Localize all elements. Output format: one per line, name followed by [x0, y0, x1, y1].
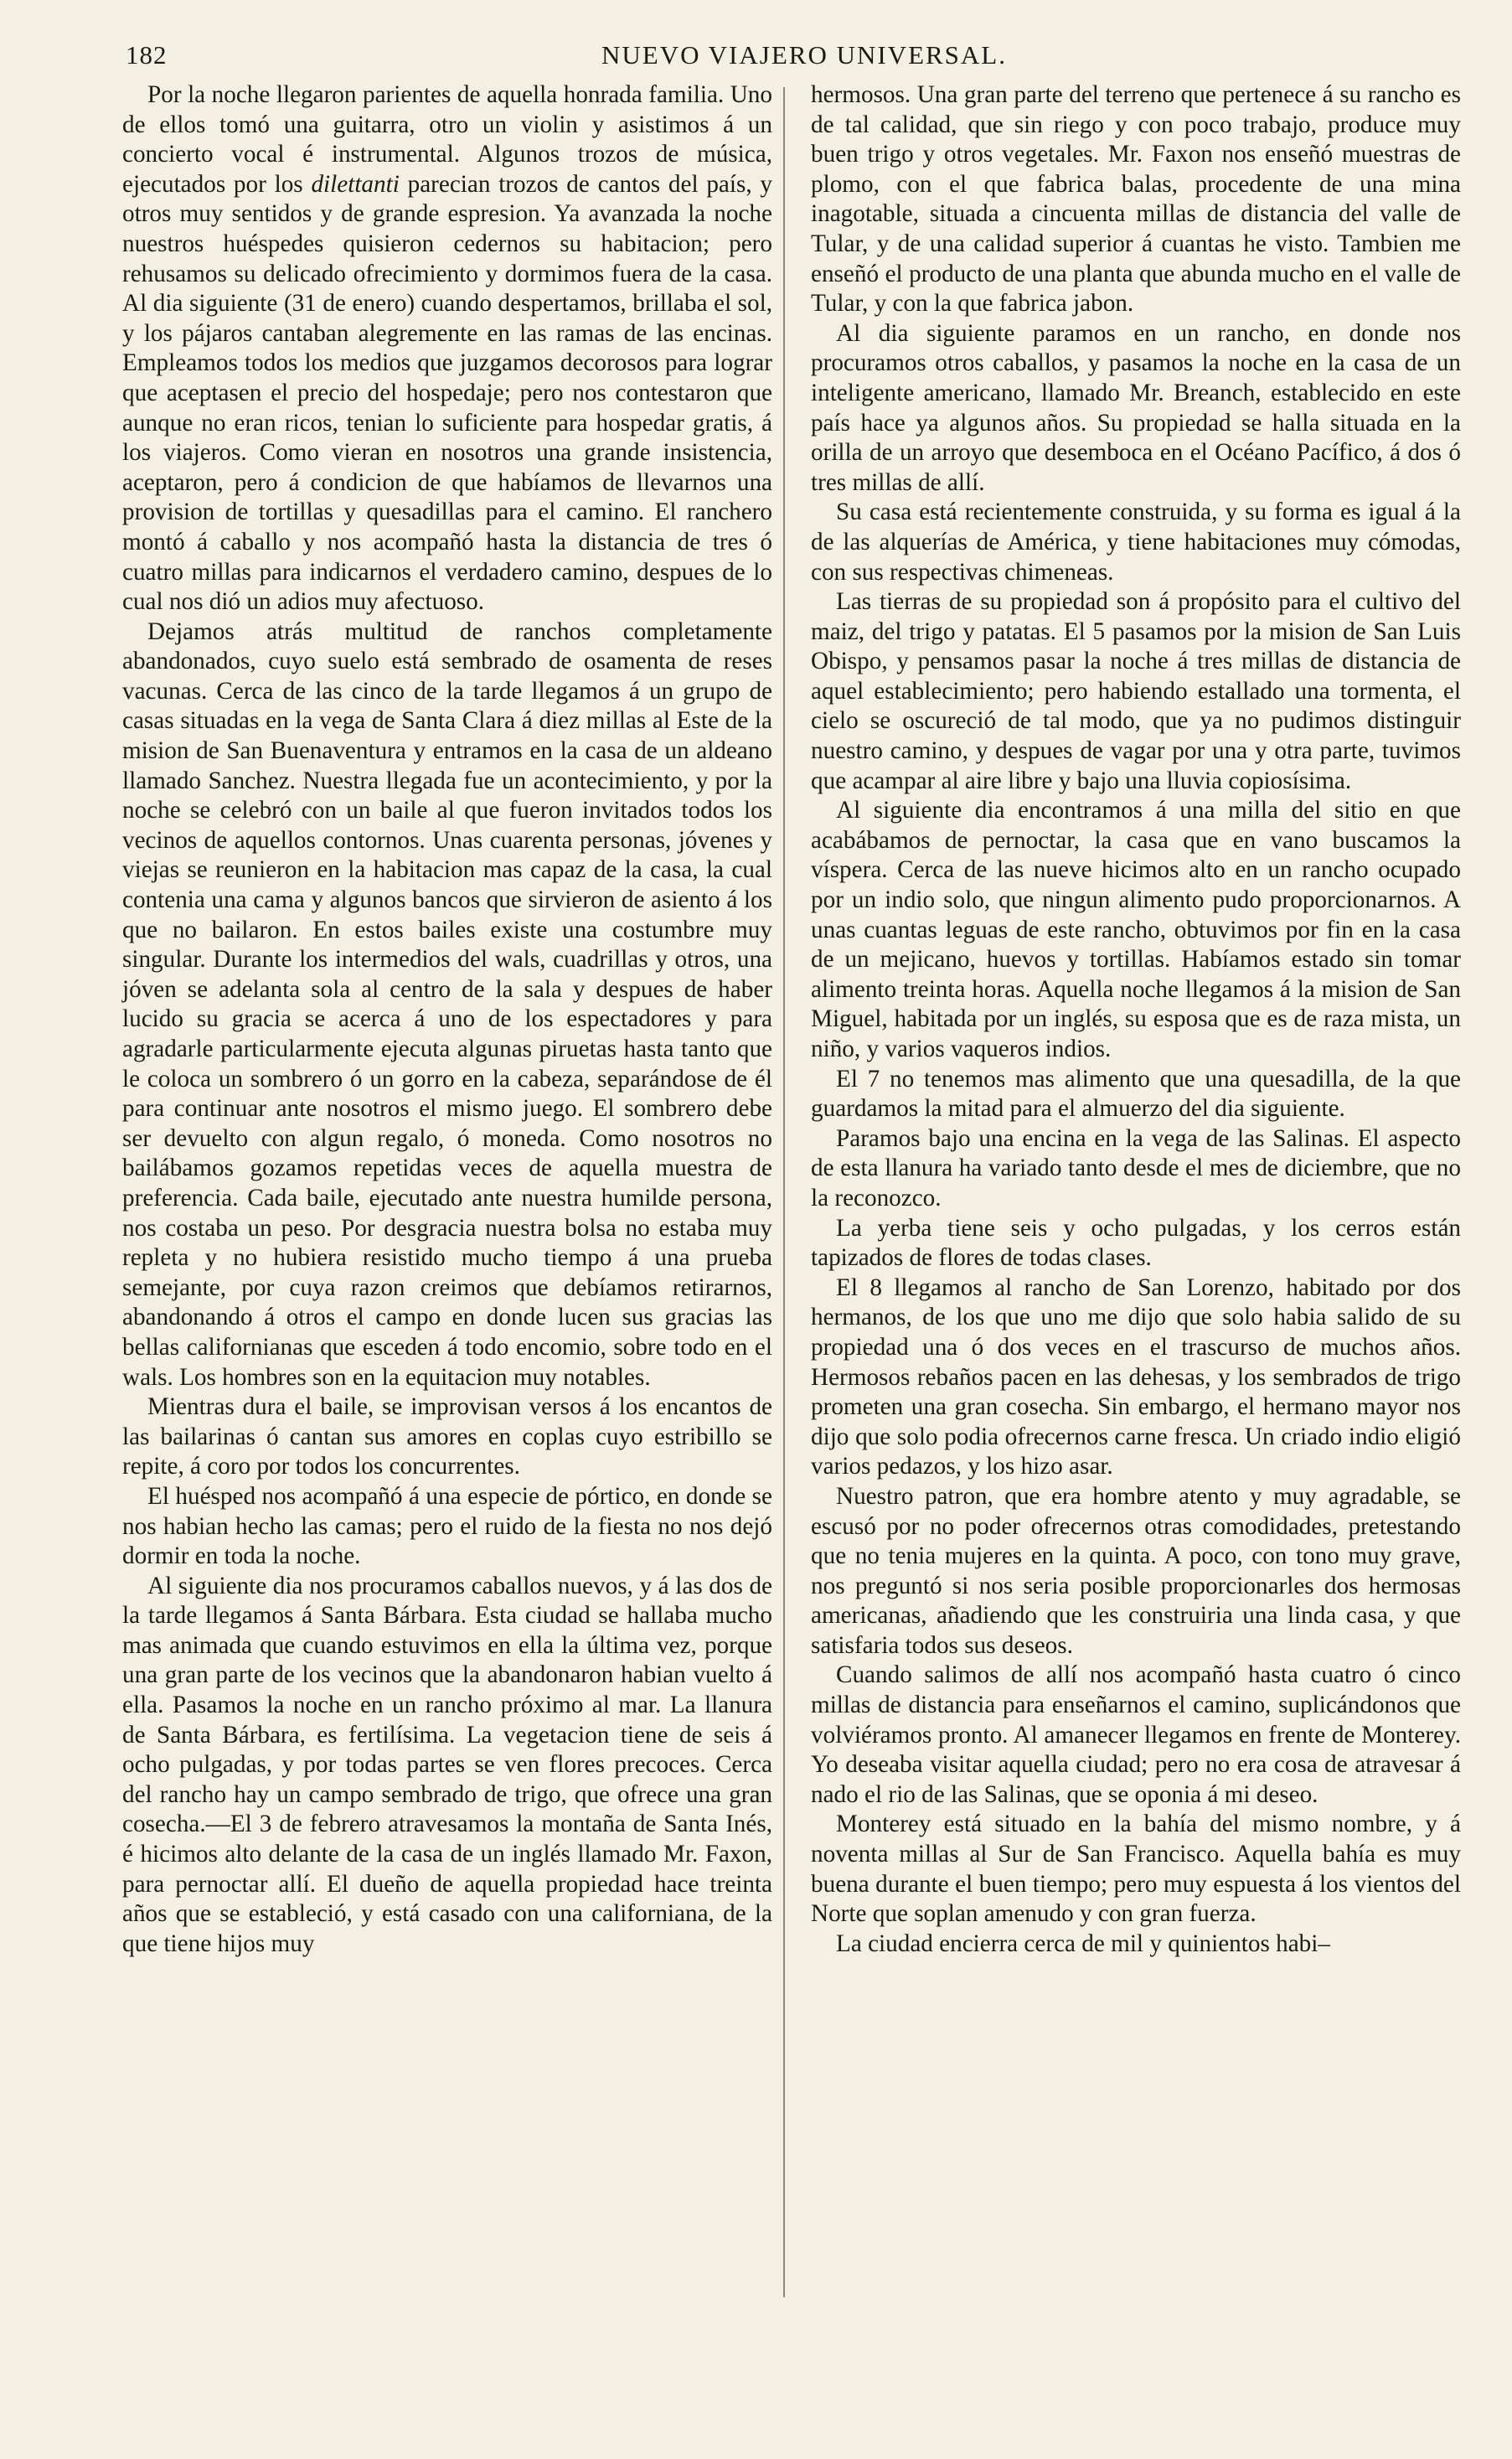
paragraph: Nuestro patron, que era hombre atento y muy agradable, se escusó por no poder ofrecernos otras comodidades, pretestando que no tenia mujeres en la quinta. A poco, con tono muy grave, nos preguntó si nos seria posible proporcionarles dos hermosas americanas, añadiendo que les construiria una linda casa, y que satisfaria todos sus deseos. — [811, 1482, 1461, 1659]
paragraph: El 8 llegamos al rancho de San Lorenzo, habitado por dos hermanos, de los que uno me dijo que solo habia salido de su propiedad una ó dos veces en el trascurso de muchos años. Hermosos rebaños pacen en las dehesas, y los sembrados de trigo prometen una gran cosecha. Sin embargo, el hermano mayor nos dijo que solo podia ofrecernos carne fresca. Un criado indio eligió varios pedazos, y los hizo asar. — [811, 1273, 1461, 1480]
paragraph: Las tierras de su propiedad son á propósito para el cultivo del maiz, del trigo y patatas. El 5 pasamos por la mision de San Luis Obispo, y pensamos pasar la noche á tres millas de distancia de aquel establecimiento; pero habiendo estallado una tormenta, el cielo se oscureció de tal modo, que ya no pudimos distinguir nuestro camino, y despues de vagar por una y otra parte, tuvimos que acampar al aire libre y bajo una lluvia copiosísima. — [811, 588, 1461, 794]
italic-term: dilettanti — [311, 170, 400, 198]
paragraph: hermosos. Una gran parte del terreno que pertenece á su rancho es de tal calidad, que sin riego y con poco trabajo, produce muy buen trigo y otros vegetales. Mr. Faxon nos enseñó muestras de plomo, con el que fabrica balas, procedente de una mina inagotable, situada a cincuenta millas de distancia del valle de Tular, y de una calidad superior á cuantas he visto. Tambien me enseñó el producto de una planta que abunda mucho en el valle de Tular, y con la que fabrica jabon. — [811, 81, 1461, 318]
page-number: 182 — [126, 40, 168, 70]
right-column — [811, 80, 1461, 1959]
paragraph: El huésped nos acompañó á una especie de pórtico, en donde se nos habian hecho las camas; pero el ruido de la fiesta no nos dejó dormir en toda la noche. — [122, 1482, 772, 1570]
paragraph: Cuando salimos de allí nos acompañó hasta cuatro ó cinco millas de distancia para enseñarnos el camino, suplicándonos que volviéramos pronto. Al amanecer llegamos en frente de Monterey. Yo deseaba visitar aquella ciudad; pero no era cosa de atravesar á nado el rio de las Salinas, que se oponia á mi deseo. — [811, 1661, 1461, 1808]
paragraph: Por la noche llegaron parientes de aquella honrada familia. Uno de ellos tomó una guitarra, otro un violin y asistimos á un concierto vocal é instrumental. Algunos trozos de música, ejecutados por los dilettanti parecian trozos de cantos del país, y otros muy sentidos y de grande espresion. Ya avanzada la noche nuestros huéspedes quisieron cedernos su habitacion; pero rehusamos su delicado ofrecimiento y dormimos fuera de la casa. Al dia siguiente (31 de enero) cuando despertamos, brillaba el sol, y los pájaros cantaban alegremente en las ramas de las encinas. Empleamos todos los medios que juzgamos decorosos para lograr que aceptasen el precio del hospedaje; pero nos contestaron que aunque no eran ricos, tenian lo suficiente para hospedar gratis, á los viajeros. Como vieran en nosotros una grande insistencia, aceptaron, pero á condicion de que habíamos de llevarnos una provision de tortillas y quesadillas para el camino. El ranchero montó á caballo y nos acompañó hasta la distancia de tres ó cuatro millas para indicarnos el verdadero camino, despues de lo cual nos dió un adios muy afectuoso. — [122, 81, 773, 616]
paragraph: El 7 no tenemos mas alimento que una quesadilla, de la que guardamos la mitad para el almuerzo del dia siguiente. — [811, 1065, 1461, 1123]
paragraph: Monterey está situado en la bahía del mismo nombre, y á noventa millas al Sur de San Francisco. Aquella bahía es muy buena durante el buen tiempo; pero muy espuesta á los vientos del Norte que soplan amenudo y con gran fuerza. — [811, 1811, 1461, 1928]
running-title: NUEVO VIAJERO UNIVERSAL. — [601, 40, 1007, 70]
page-header — [126, 40, 1483, 79]
paragraph: Su casa está recientemente construida, y su forma es igual á la de las alquerías de América, y tiene habitaciones muy cómodas, con sus respectivas chimeneas. — [811, 499, 1461, 586]
paragraph: La ciudad encierra cerca de mil y quinientos habi– — [836, 1929, 1330, 1957]
paragraph: Al siguiente dia encontramos á una milla del sitio en que acabábamos de pernoctar, la casa que en vano buscamos la víspera. Cerca de las nueve hicimos alto en un rancho ocupado por un indio solo, que ningun alimento pudo proporcionarnos. A unas cuantas leguas de este rancho, obtuvimos por fin en la casa de un mejicano, huevos y tortillas. Habíamos estado sin tomar alimento treinta horas. Aquella noche llegamos á la mision de San Miguel, habitada por un inglés, su esposa que es de raza mista, un niño, y varios vaqueros indios. — [811, 797, 1461, 1062]
paragraph: La yerba tiene seis y ocho pulgadas, y los cerros están tapizados de flores de todas clases. — [811, 1214, 1461, 1272]
left-column — [122, 80, 772, 1959]
paragraph: Paramos bajo una encina en la vega de las Salinas. El aspecto de esta llanura ha variado tanto desde el mes de diciembre, que no la reconozco. — [811, 1124, 1461, 1211]
column-divider — [783, 87, 785, 2297]
paragraph: Al dia siguiente paramos en un rancho, en donde nos procuramos otros caballos, y pasamos la noche en la casa de un inteligente americano, llamado Mr. Breanch, establecido en este país hace ya algunos años. Su propiedad se halla situada en la orilla de un arroyo que desemboca en el Océano Pacífico, á dos ó tres millas de allí. — [811, 319, 1461, 496]
paragraph: Mientras dura el baile, se improvisan versos á los encantos de las bailarinas ó cantan sus amores en coplas cuyo estribillo se repite, á coro por todos los concurrentes. — [122, 1393, 772, 1480]
paragraph: Al siguiente dia nos procuramos caballos nuevos, y á las dos de la tarde llegamos á Santa Bárbara. Esta ciudad se hallaba mucho mas animada que cuando estuvimos en ella la última vez, porque una gran parte de los vecinos que la abandonaron habian vuelto á ella. Pasamos la noche en un rancho próximo al mar. La llanura de Santa Bárbara, es fertilísima. La vegetacion tiene de seis á ocho pulgadas, y por todas partes se ven flores precoces. Cerca del rancho hay un campo sembrado de trigo, que ofrece una gran cosecha.—El 3 de febrero atravesamos la montaña de Santa Inés, é hicimos alto delante de la casa de un inglés llamado Mr. Faxon, para pernoctar allí. El dueño de aquella propiedad hace treinta años que se estableció, y está casado con una californiana, de la que tiene hijos muy — [122, 1572, 772, 1957]
paragraph: Dejamos atrás multitud de ranchos completamente abandonados, cuyo suelo está sembrado de osamenta de reses vacunas. Cerca de las cinco de la tarde llegamos á un grupo de casas situadas en la vega de Santa Clara á diez millas al Este de la mision de San Buenaventura y entramos en la casa de un aldeano llamado Sanchez. Nuestra llegada fue un acontecimiento, y por la noche se celebró con un baile al que fueron invitados todos los vecinos de aquellos contornos. Unas cuarenta personas, jóvenes y viejas se reunieron en la habitacion mas capaz de la casa, la cual contenia una cama y algunos bancos que sirvieron de asiento á los que no bailaron. En estos bailes existe una costumbre muy singular. Durante los intermedios del wals, cuadrillas y otros, una jóven se adelanta sola al centro de la sala y despues de haber lucido su gracia se acerca á uno de los espectadores y para agradarle particularmente ejecuta algunas piruetas hasta tanto que le coloca un sombrero ó un gorro en la cabeza, separándose de él para continuar ante nosotros el mismo juego. El sombrero debe ser devuelto con algun regalo, ó moneda. Como nosotros no bailábamos gozamos repetidas veces de aquella muestra de preferencia. Cada baile, ejecutado ante nuestra humilde persona, nos costaba un peso. Por desgracia nuestra bolsa no estaba muy repleta y no hubiera resistido mucho tiempo á una prueba semejante, por cuya razon creimos que debíamos retirarnos, abandonando á otros el campo en donde lucen sus gracias las bellas californianas que esceden á todo encomio, sobre todo en el wals. Los hombres son en la equitacion muy notables. — [122, 617, 772, 1391]
